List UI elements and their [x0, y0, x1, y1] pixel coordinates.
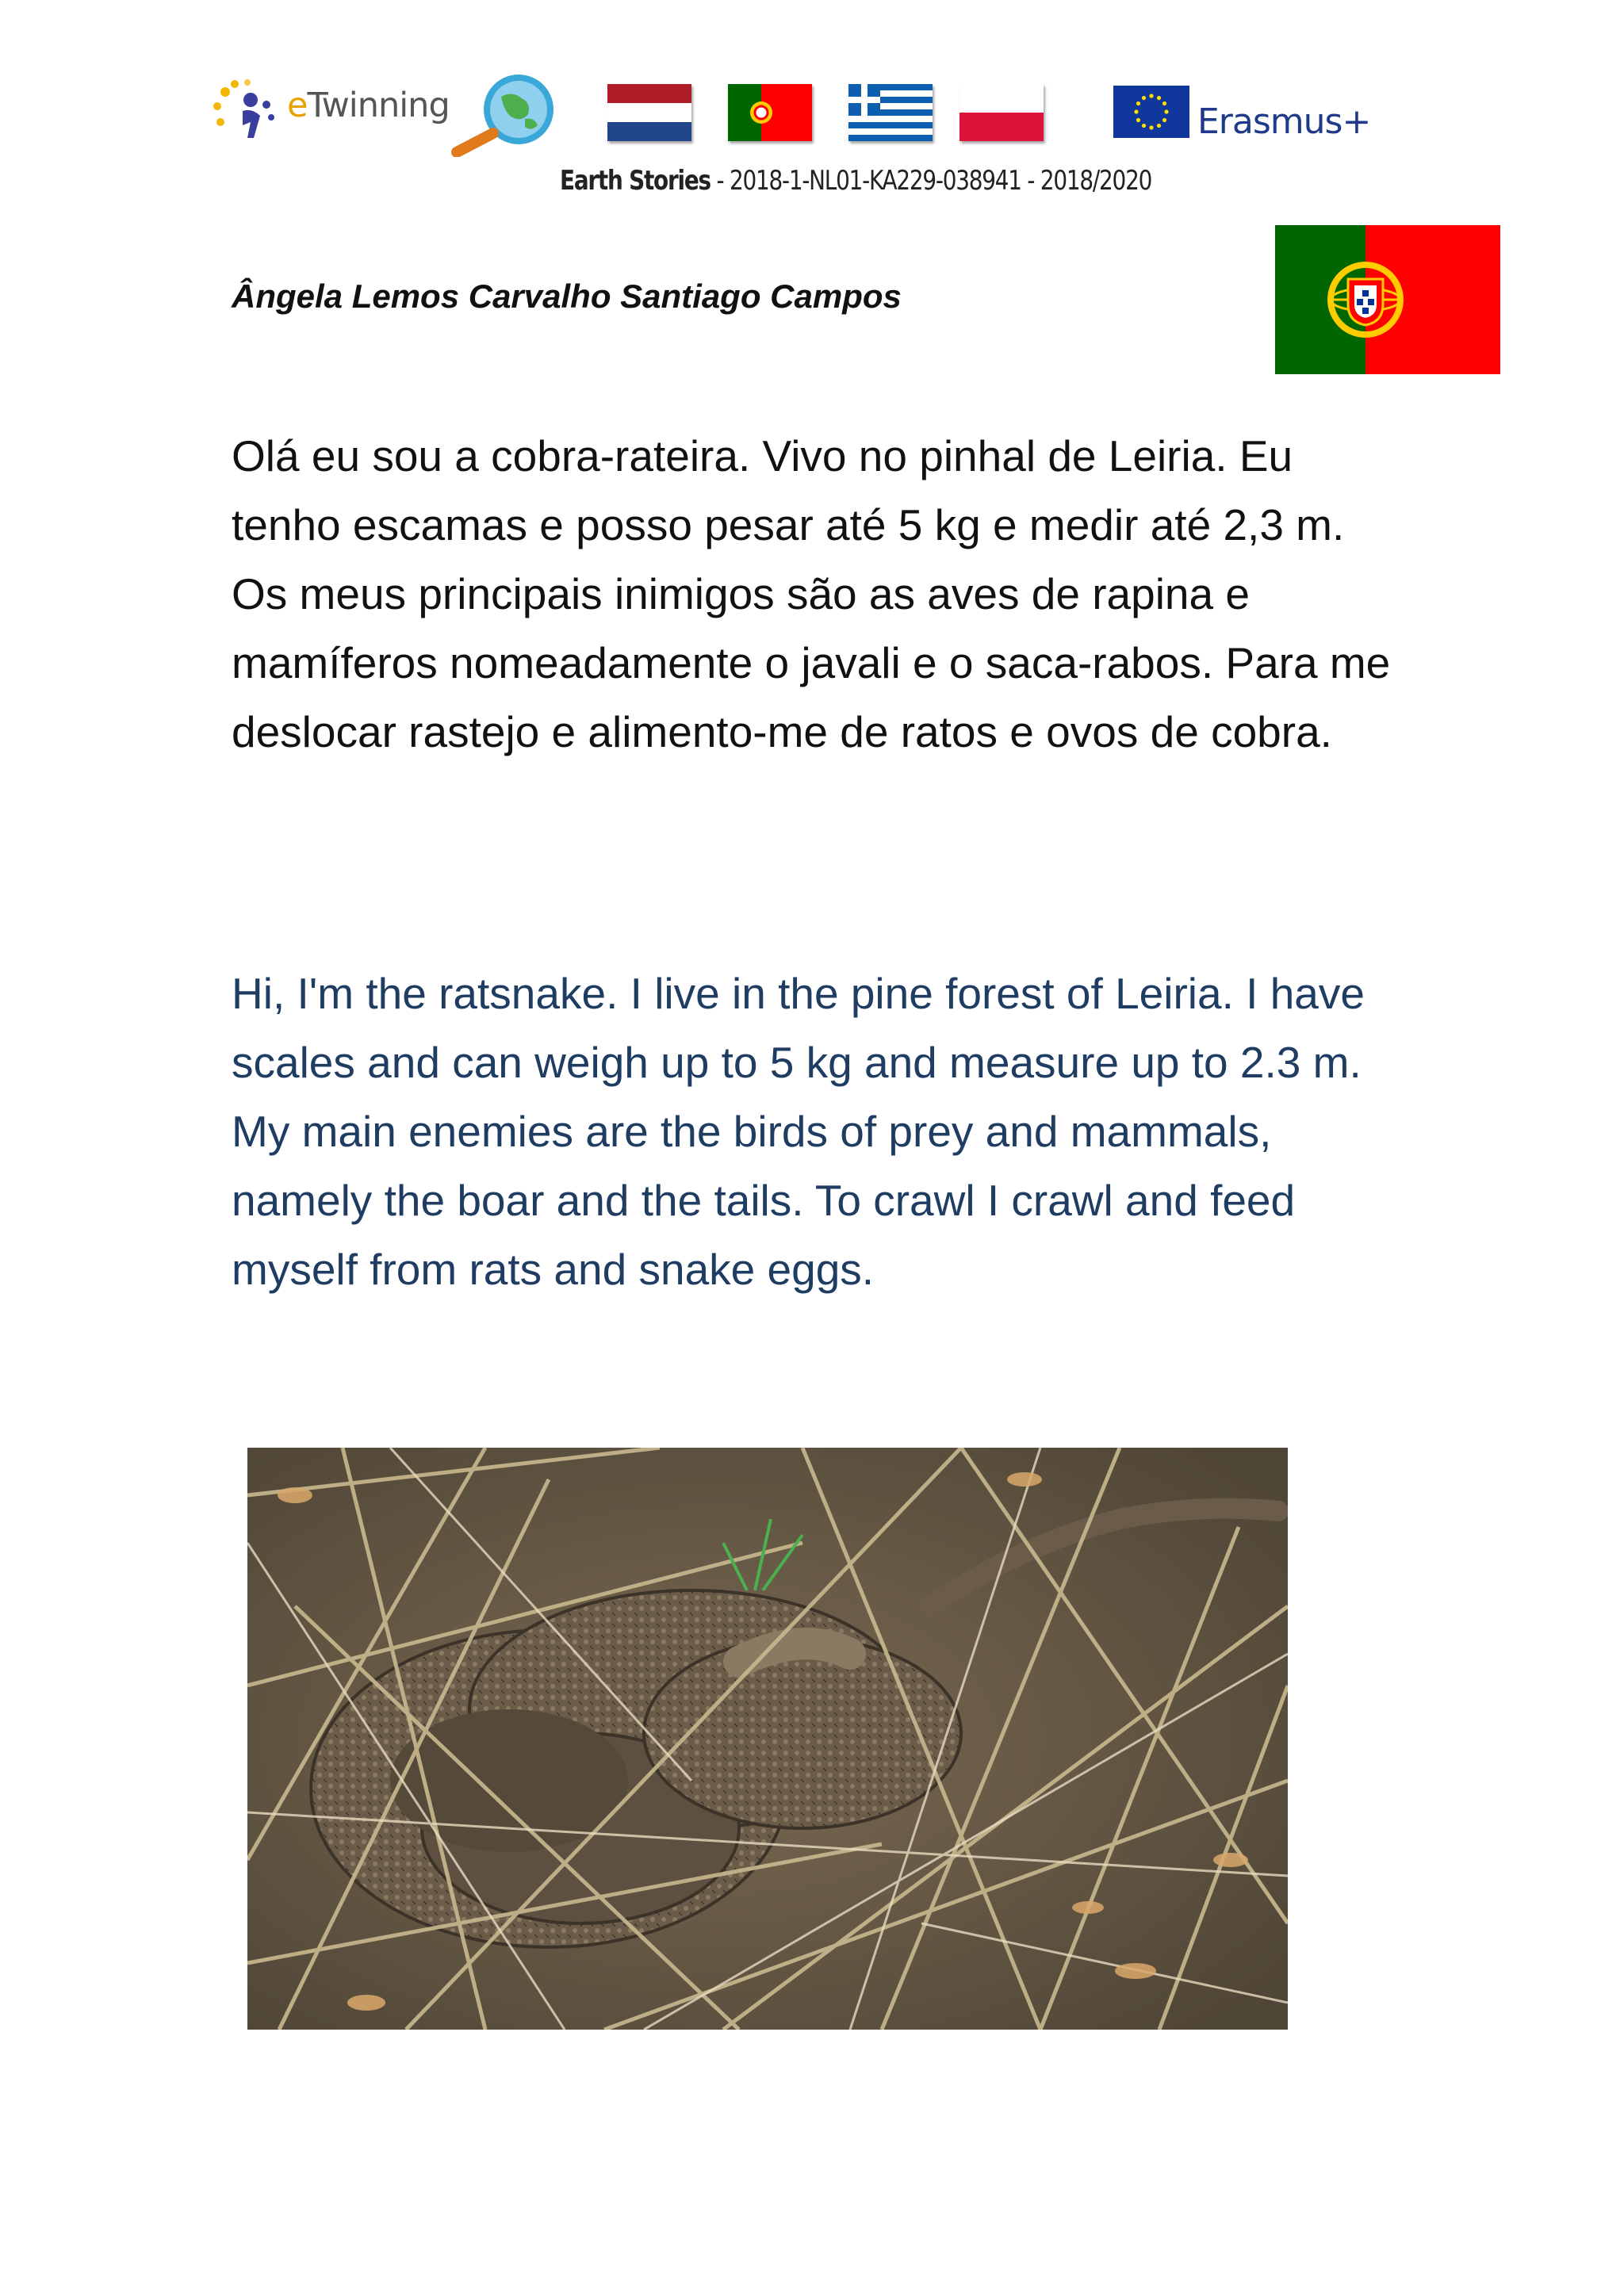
portugal-flag-large: [1275, 225, 1500, 374]
author-name: Ângela Lemos Carvalho Santiago Campos: [232, 277, 902, 315]
erasmus-plus-logo: [1113, 82, 1375, 146]
etwinning-wordmark: eTwinning: [287, 86, 450, 125]
english-paragraph: Hi, I'm the ratsnake. I live in the pine forest of Leiria. I have scales and can weigh up to 5 kg and measure up to 2.3 m. My main enemies are the birds of prey and mammals, namely the boar and the tails. To crawl I crawl and feed myself from rats and snake eggs.: [232, 969, 1365, 1294]
project-line: [560, 165, 1151, 197]
netherlands-flag: [607, 84, 691, 141]
project-code: - 2018-1-NL01-KA229-038941 - 2018/2020: [710, 165, 1152, 197]
etwinning-star-figure-icon: [208, 76, 284, 144]
globe-magnifier-icon: [449, 70, 566, 157]
etwinning-logo: [208, 73, 450, 144]
snake-photo: [247, 1448, 1288, 2030]
poland-flag: [959, 84, 1044, 141]
greece-flag: [848, 84, 933, 141]
eu-flag-icon: [1113, 86, 1189, 138]
project-title: Earth Stories: [560, 165, 710, 197]
erasmus-wordmark: Erasmus+: [1197, 101, 1371, 142]
portugal-flag: [728, 84, 812, 141]
portuguese-paragraph: Olá eu sou a cobra-rateira. Vivo no pinhal de Leiria. Eu tenho escamas e posso pesar até 5 kg e medir até 2,3 m. Os meus principais inimigos são as aves de rapina e mamíferos nomeadamente o javali e o saca-rabos. Para me deslocar rastejo e alimento-me de ratos e ovos de cobra.: [232, 431, 1391, 756]
